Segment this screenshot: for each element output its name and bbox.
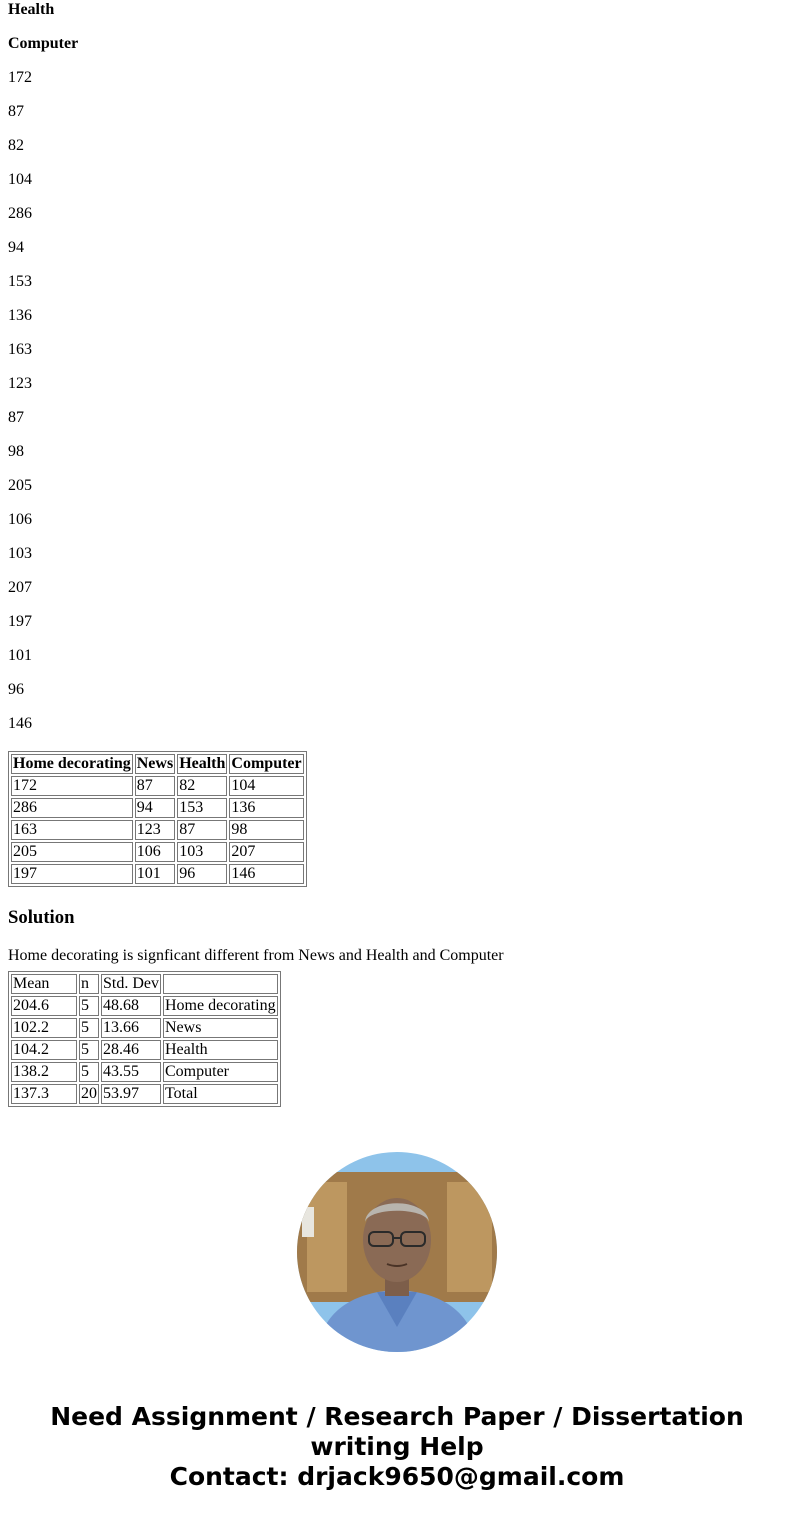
table-cell: Home decorating: [165, 997, 276, 1014]
table-cell: 137.3: [11, 1084, 77, 1104]
list-item: 96: [8, 681, 24, 698]
list-item: 104: [8, 171, 32, 188]
table-cell: 5: [79, 1062, 99, 1082]
table-cell: 153: [177, 798, 227, 818]
table-row: [11, 996, 278, 1016]
list-item: 163: [8, 341, 32, 358]
table-cell: 207: [229, 842, 303, 862]
list-item: 106: [8, 511, 32, 528]
table-cell: 28.46: [101, 1040, 161, 1060]
list-item: 286: [8, 205, 32, 222]
table-cell: 5: [79, 1018, 99, 1038]
table-cell: 104: [229, 776, 303, 796]
table-cell: 138.2: [11, 1062, 77, 1082]
table-row: [11, 820, 304, 840]
table-cell: 5: [79, 1040, 99, 1060]
header-cell: [163, 974, 278, 994]
table-cell: 53.97: [101, 1084, 161, 1104]
list-item: 101: [8, 647, 32, 664]
solution-heading: Solution: [8, 907, 75, 928]
table-cell: 205: [11, 842, 133, 862]
list-item: 207: [8, 579, 32, 596]
table-cell: 87: [177, 820, 227, 840]
avatar: [297, 1152, 497, 1352]
avatar-portrait: [297, 1152, 497, 1352]
table-cell: 5: [79, 996, 99, 1016]
table-row: [11, 1084, 278, 1104]
table-cell: 13.66: [101, 1018, 161, 1038]
list-item: 136: [8, 307, 32, 324]
table-header-row: [11, 974, 278, 994]
header-cell: News: [136, 755, 174, 772]
table-cell: 96: [177, 864, 227, 884]
list-item: 205: [8, 477, 32, 494]
list-item: 146: [8, 715, 32, 732]
heading-health: Health: [8, 1, 55, 18]
promo-line: writing Help: [310, 1432, 484, 1461]
header-cell: Health: [179, 755, 226, 772]
table-cell: 204.6: [11, 996, 77, 1016]
promo-banner: [0, 1402, 794, 1492]
list-item: 94: [8, 239, 24, 256]
table-cell: 172: [11, 776, 133, 796]
list-item: 98: [8, 443, 24, 460]
table-cell: 136: [229, 798, 303, 818]
table-row: [11, 1018, 278, 1038]
table-header-row: [11, 754, 304, 774]
table-cell: 106: [135, 842, 175, 862]
promo-line: Need Assignment / Research Paper / Dissertation: [50, 1402, 744, 1431]
list-item: 197: [8, 613, 32, 630]
table-cell: 101: [135, 864, 175, 884]
table-row: [11, 1040, 278, 1060]
table-cell: 87: [135, 776, 175, 796]
header-cell: Mean: [11, 974, 77, 994]
list-item: 87: [8, 103, 24, 120]
table-cell: 94: [135, 798, 175, 818]
list-item: 87: [8, 409, 24, 426]
table-cell: 123: [135, 820, 175, 840]
table-cell: 163: [11, 820, 133, 840]
table-cell: 197: [11, 864, 133, 884]
table-cell: 20: [81, 1085, 97, 1102]
list-item: 123: [8, 375, 32, 392]
table-cell: 98: [229, 820, 303, 840]
list-item: 103: [8, 545, 32, 562]
heading-computer: Computer: [8, 35, 79, 52]
data-table: [8, 751, 307, 887]
summary-table: [8, 971, 281, 1107]
header-cell: Computer: [231, 755, 302, 772]
table-cell: 286: [11, 798, 133, 818]
table-cell: 102.2: [11, 1018, 77, 1038]
table-cell: 48.68: [101, 996, 161, 1016]
table-row: [11, 864, 304, 884]
header-cell: Std. Dev: [103, 975, 159, 992]
number-list: [8, 67, 786, 747]
table-cell: 43.55: [101, 1062, 161, 1082]
table-cell: Health: [163, 1040, 278, 1060]
table-row: [11, 1062, 278, 1082]
solution-text: Home decorating is signficant different from News and Health and Computer: [8, 947, 504, 964]
table-cell: 146: [229, 864, 303, 884]
table-row: [11, 842, 304, 862]
list-item: 82: [8, 137, 24, 154]
table-cell: 82: [177, 776, 227, 796]
table-row: [11, 798, 304, 818]
table-cell: Total: [163, 1084, 278, 1104]
contact-line: Contact: drjack9650@gmail.com: [169, 1462, 625, 1491]
header-cell: Home decorating: [13, 755, 131, 772]
list-item: 153: [8, 273, 32, 290]
table-row: [11, 776, 304, 796]
table-cell: 104.2: [11, 1040, 77, 1060]
table-cell: 103: [177, 842, 227, 862]
table-cell: Computer: [163, 1062, 278, 1082]
list-item: 172: [8, 69, 32, 86]
table-cell: News: [163, 1018, 278, 1038]
header-cell: n: [79, 974, 99, 994]
